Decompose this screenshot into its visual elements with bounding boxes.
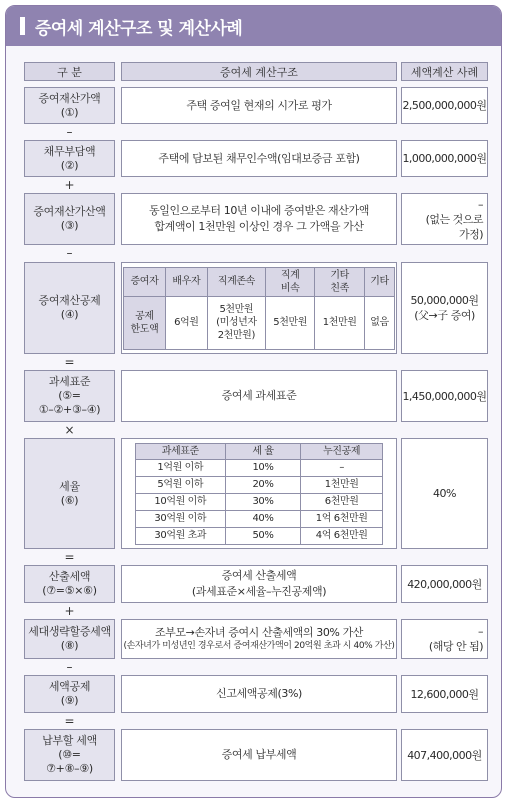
cell-deduction: 6천만원 [301,493,383,510]
cell-header: 증여자 [124,267,166,296]
label-formula: (⑦=⑤×⑥) [42,584,97,597]
cell-value: 1천만원 [315,296,365,349]
label-generation-skip [24,619,115,659]
cell-header [315,267,365,296]
cell-text: 비속 [280,282,300,294]
desc-text: 주택 증여일 현재의 시가로 평가 [186,98,332,112]
amount-text: – [478,197,483,211]
cell-text: 5천만원 [219,304,254,315]
amount-text: (父→子 증여) [414,309,475,322]
cell-base: 30억원 초과 [136,527,226,544]
label-number: (⑨) [60,694,79,707]
desc-added-gift [121,193,397,245]
desc-tax-credit [121,675,397,713]
cell-rate: 40% [225,510,301,527]
desc-text: (과세표준×세율–누진공제액) [191,585,327,598]
amount-debt: 1,000,000,000원 [401,140,488,177]
label-text: 세대생략할증세액 [28,625,111,638]
cell-text: (미성년자 [216,317,257,328]
cell-value [207,296,265,349]
label-tax-rate [24,438,115,549]
title-bar [6,6,501,46]
label-text: 채무부담액 [43,144,96,158]
label-number: (⑥) [60,493,79,507]
desc-text: 증여세 납부세액 [221,748,297,761]
operator: – [66,660,73,674]
operator: + [64,178,75,192]
cell-text: 공제 [135,310,154,322]
label-text: 세액공제 [48,680,91,693]
desc-text: 증여세 과세표준 [221,389,297,402]
deduction-panel [121,262,397,354]
amount-text: 50,000,000원 [410,294,479,307]
operator: = [64,550,75,564]
amount-text: 가정) [458,227,483,241]
cell-rate: 30% [225,493,301,510]
page-title: 증여세 계산구조 및 계산사례 [35,18,243,39]
cell-header: 누진공제 [301,443,383,459]
cell-deduction: 4억 6천만원 [301,527,383,544]
rate-panel [121,438,397,549]
cell-rate: 10% [225,459,301,476]
label-number: (③) [60,219,79,232]
cell-row-label [124,296,166,349]
amount-text: – [478,625,483,638]
cell-header: 기타 [364,267,394,296]
label-text: 증여재산가액 [38,91,101,105]
cell-header: 과세표준 [136,443,226,459]
cell-base: 30억원 이하 [136,510,226,527]
desc-gift-value [121,87,397,124]
amount-payable-tax: 407,400,000원 [401,729,488,781]
cell-value: 5천만원 [265,296,315,349]
label-text: 증여재산공제 [38,294,101,307]
label-debt [24,140,115,177]
desc-text: (손자녀가 미성년인 경우로서 증여재산가액이 20억원 초과 시 40% 가산) [123,641,395,651]
label-payable-tax [24,729,115,781]
operator: = [64,355,75,369]
label-number: (⑤= [58,389,81,402]
desc-text: 주택에 담보된 채무인수액(임대보증금 포함) [158,151,360,165]
cell-header: 세 율 [225,443,301,459]
desc-text: 합계액이 1천만원 이상인 경우 그 가액을 가산 [154,220,364,233]
header-category: 구 분 [24,62,115,81]
cell-header [265,267,315,296]
rate-table [135,443,383,545]
cell-value: 없음 [364,296,394,349]
cell-deduction: 1천만원 [301,476,383,493]
deduction-table [123,267,395,350]
amount-text: (없는 것으로 [425,212,483,226]
label-gift-value [24,87,115,124]
label-number: (⑧) [60,639,79,652]
desc-text: 신고세액공제(3%) [216,687,302,700]
header-structure: 증여세 계산구조 [121,62,397,81]
amount-tax-base: 1,450,000,000원 [401,370,488,422]
cell-deduction: – [301,459,383,476]
label-text: 산출세액 [48,570,91,583]
header-example: 세액계산 사례 [401,62,488,81]
desc-text: 조부모→손자녀 증여시 산출세액의 30% 가산 [154,626,364,639]
cell-text: 한도액 [130,323,159,335]
label-added-gift [24,193,115,245]
label-text: 증여재산가산액 [33,205,106,218]
label-tax-credit [24,675,115,713]
cell-value: 6억원 [165,296,207,349]
label-formula: ⑦+⑧–⑨) [46,762,93,775]
desc-text: 증여세 산출세액 [221,569,297,582]
cell-text: 직계 [280,269,300,281]
desc-debt [121,140,397,177]
cell-text: 2천만원) [217,330,255,341]
cell-base: 1억원 이하 [136,459,226,476]
cell-header: 직계존속 [207,267,265,296]
amount-gift-value: 2,500,000,000원 [401,87,488,124]
operator: + [64,604,75,618]
operator: = [64,714,75,728]
cell-base: 5억원 이하 [136,476,226,493]
cell-rate: 50% [225,527,301,544]
desc-tax-base [121,370,397,422]
operator: – [66,125,73,139]
label-number: (②) [60,158,79,172]
label-number: (①) [60,105,79,119]
amount-added-gift [401,193,488,245]
amount-computed-tax: 420,000,000원 [401,565,488,603]
desc-computed-tax [121,565,397,603]
amount-text: (해당 안 됨) [428,640,483,653]
cell-text: 기타 [330,269,349,281]
label-gift-deduction [24,262,115,354]
title-marker [20,17,25,35]
cell-header: 배우자 [165,267,207,296]
desc-text: 동일인으로부터 10년 이내에 증여받은 재산가액 [149,204,369,217]
label-text: 세율 [59,479,80,493]
cell-text: 친족 [330,282,349,294]
desc-generation-skip [121,619,397,659]
amount-tax-rate: 40% [401,438,488,549]
operator: – [66,246,73,260]
amount-generation-skip [401,619,488,659]
operator: × [64,423,75,437]
label-text: 납부할 세액 [42,734,97,747]
label-text: 과세표준 [48,375,91,388]
label-computed-tax [24,565,115,603]
label-number: (④) [60,308,79,321]
desc-payable-tax [121,729,397,781]
cell-rate: 20% [225,476,301,493]
amount-gift-deduction [401,262,488,354]
cell-base: 10억원 이하 [136,493,226,510]
amount-tax-credit: 12,600,000원 [401,675,488,713]
label-number: (⑩= [58,748,81,761]
cell-deduction: 1억 6천만원 [301,510,383,527]
label-tax-base [24,370,115,422]
label-formula: ①–②+③–④) [38,403,101,416]
